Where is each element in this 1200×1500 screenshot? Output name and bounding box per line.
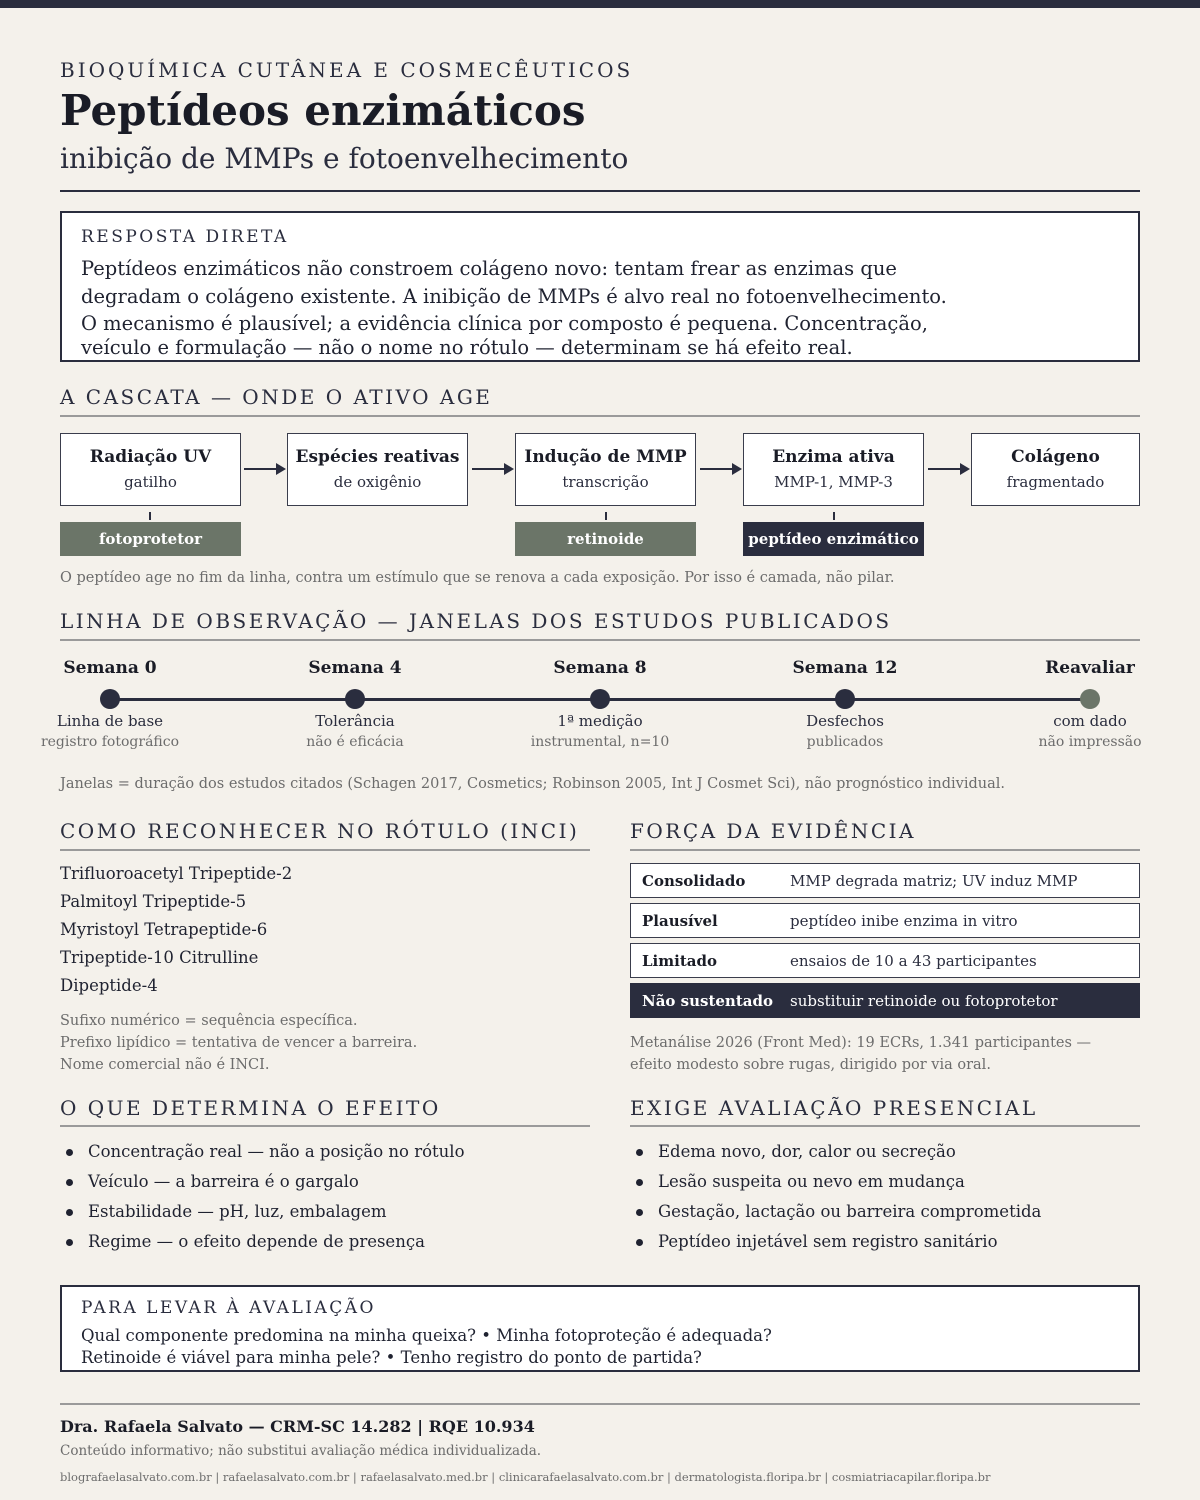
inci-item: Palmitoyl Tripeptide-5	[60, 892, 247, 911]
timeline-sublabel: registro fotográfico	[40, 734, 180, 750]
inperson-divider	[630, 1125, 1140, 1127]
arrow-right-icon	[244, 468, 284, 470]
cascade-step-collagen	[971, 433, 1140, 506]
list-item: Regime — o efeito depende de presença	[60, 1230, 590, 1260]
list-item: Estabilidade — pH, luz, embalagem	[60, 1200, 590, 1230]
inci-item: Myristoyl Tetrapeptide-6	[60, 920, 268, 939]
cascade-step-title: Enzima ativa	[772, 447, 895, 467]
timeline-label: com dado	[1053, 712, 1127, 730]
cascade-step-sub: de oxigênio	[333, 473, 422, 491]
cascade-section-title: A CASCATA — ONDE O ATIVO AGE	[60, 385, 493, 409]
footer-links: blografaelasalvato.com.br | rafaelasalvato.com.br | rafaelasalvato.med.br | clinicarafaelasalvato.com.br | dermatologista.floripa.br | cosmiatriacapilar.floripa.br	[60, 1470, 991, 1484]
timeline-label: Desfechos	[806, 712, 884, 730]
cascade-step-sub: gatilho	[124, 473, 177, 491]
inci-list	[60, 862, 590, 1002]
cascade-step-title: Colágeno	[1011, 447, 1100, 467]
list-item: Edema novo, dor, calor ou secreção	[630, 1140, 1140, 1170]
cascade-step-sub: transcrição	[562, 473, 649, 491]
cascade-step-sub: MMP-1, MMP-3	[774, 473, 893, 491]
inci-note: Sufixo numérico = sequência específica.	[60, 1013, 358, 1029]
list-item: Concentração real — não a posição no rótulo	[60, 1140, 590, 1170]
takeaway-label: PARA LEVAR À AVALIAÇÃO	[81, 1298, 376, 1318]
timeline-divider	[60, 639, 1140, 641]
inperson-section-title: EXIGE AVALIAÇÃO PRESENCIAL	[630, 1096, 1038, 1120]
inci-divider	[60, 849, 590, 851]
inci-item: Trifluoroacetyl Tripeptide-2	[60, 864, 293, 883]
header-divider	[60, 190, 1140, 192]
timeline-sublabel: publicados	[806, 734, 884, 750]
list-item: Veículo — a barreira é o gargalo	[60, 1170, 590, 1200]
inci-item: Tripeptide-10 Citrulline	[60, 948, 259, 967]
evidence-text: ensaios de 10 a 43 participantes	[790, 952, 1037, 970]
timeline-week: Semana 0	[63, 658, 157, 678]
evidence-row	[630, 983, 1140, 1018]
timeline-sublabel: não é eficácia	[306, 734, 404, 750]
arrow-right-icon	[700, 468, 740, 470]
arrow-right-icon	[472, 468, 512, 470]
direct-answer-label: RESPOSTA DIRETA	[81, 227, 289, 247]
timeline-week: Semana 4	[308, 658, 402, 678]
timeline-sublabel: não impressão	[1038, 734, 1142, 750]
cascade-step-title: Espécies reativas	[295, 447, 460, 467]
evidence-level: Limitado	[642, 952, 717, 970]
footer-divider	[60, 1403, 1140, 1405]
direct-answer-line: Peptídeos enzimáticos não constroem colágeno novo: tentam frear as enzimas que	[81, 257, 897, 280]
effect-section-title: O QUE DETERMINA O EFEITO	[60, 1096, 441, 1120]
tag-connector	[605, 512, 607, 520]
inci-note: Nome comercial não é INCI.	[60, 1057, 270, 1073]
cascade-step-active-enzyme	[743, 433, 924, 506]
tag-connector	[149, 512, 151, 520]
evidence-note: efeito modesto sobre rugas, dirigido por via oral.	[630, 1057, 991, 1073]
timeline-sublabel: instrumental, n=10	[530, 734, 670, 750]
footer-author: Dra. Rafaela Salvato — CRM-SC 14.282 | RQE 10.934	[60, 1417, 535, 1436]
evidence-notes	[630, 1032, 1091, 1076]
timeline-point	[10, 658, 210, 750]
cascade-divider	[60, 415, 1140, 417]
cascade-note: O peptídeo age no fim da linha, contra um estímulo que se renova a cada exposição. Por isso é camada, não pilar.	[60, 570, 895, 586]
direct-answer-line: degradam o colágeno existente. A inibição de MMPs é alvo real no fotoenvelhecimento.	[81, 285, 947, 308]
cascade-step-ros	[287, 433, 468, 506]
tag-enzymatic-peptide: peptídeo enzimático	[743, 522, 924, 556]
cascade-step-title: Indução de MMP	[524, 447, 687, 467]
evidence-text: MMP degrada matriz; UV induz MMP	[790, 872, 1078, 890]
evidence-row	[630, 943, 1140, 978]
timeline-point	[500, 658, 700, 750]
evidence-level: Plausível	[642, 912, 718, 930]
evidence-text: substituir retinoide ou fotoprotetor	[790, 992, 1058, 1010]
timeline-week: Reavaliar	[1045, 658, 1135, 678]
timeline-week: Semana 12	[792, 658, 898, 678]
kicker: BIOQUÍMICA CUTÂNEA E COSMECÊUTICOS	[60, 58, 634, 82]
page-subtitle: inibição de MMPs e fotoenvelhecimento	[60, 142, 629, 175]
evidence-note: Metanálise 2026 (Front Med): 19 ECRs, 1.341 participantes —	[630, 1035, 1092, 1051]
footer-disclaimer: Conteúdo informativo; não substitui avaliação médica individualizada.	[60, 1443, 542, 1459]
evidence-level: Consolidado	[642, 872, 746, 890]
direct-answer-line: O mecanismo é plausível; a evidência clínica por composto é pequena. Concentração,	[81, 312, 928, 335]
timeline-point	[745, 658, 945, 750]
timeline-point	[255, 658, 455, 750]
page-title: Peptídeos enzimáticos	[60, 86, 586, 135]
cascade-step-uv	[60, 433, 241, 506]
list-item: Gestação, lactação ou barreira comprometida	[630, 1200, 1140, 1230]
tag-retinoid: retinoide	[515, 522, 696, 556]
cascade-step-mmp-induction	[515, 433, 696, 506]
timeline-point	[990, 658, 1190, 750]
tag-connector	[833, 512, 835, 520]
inci-notes	[60, 1010, 417, 1076]
list-item: Peptídeo injetável sem registro sanitário	[630, 1230, 1140, 1260]
evidence-divider	[630, 849, 1140, 851]
timeline-note: Janelas = duração dos estudos citados (Schagen 2017, Cosmetics; Robinson 2005, Int J Cosmet Sci), não prognóstico individual.	[60, 776, 1005, 792]
direct-answer-line: veículo e formulação — não o nome no rótulo — determinam se há efeito real.	[81, 336, 853, 359]
takeaway-box	[60, 1285, 1140, 1372]
list-item: Lesão suspeita ou nevo em mudança	[630, 1170, 1140, 1200]
inci-note: Prefixo lipídico = tentativa de vencer a barreira.	[60, 1035, 418, 1051]
timeline-week: Semana 8	[553, 658, 647, 678]
evidence-level: Não sustentado	[642, 992, 773, 1010]
evidence-section-title: FORÇA DA EVIDÊNCIA	[630, 819, 916, 843]
takeaway-line: Retinoide é viável para minha pele? • Tenho registro do ponto de partida?	[81, 1348, 702, 1367]
timeline-label: 1ª medição	[557, 712, 643, 730]
direct-answer-box	[60, 211, 1140, 362]
cascade-step-title: Radiação UV	[89, 447, 212, 467]
takeaway-line: Qual componente predomina na minha queixa? • Minha fotoproteção é adequada?	[81, 1326, 772, 1345]
evidence-text: peptídeo inibe enzima in vitro	[790, 912, 1018, 930]
inci-item: Dipeptide-4	[60, 976, 158, 995]
tag-photoprotector: fotoprotetor	[60, 522, 241, 556]
evidence-row	[630, 863, 1140, 898]
timeline-label: Tolerância	[315, 712, 395, 730]
effect-list	[60, 1140, 590, 1260]
effect-divider	[60, 1125, 590, 1127]
inci-section-title: COMO RECONHECER NO RÓTULO (INCI)	[60, 819, 580, 843]
cascade-step-sub: fragmentado	[1006, 473, 1105, 491]
evidence-row	[630, 903, 1140, 938]
top-accent-bar	[0, 0, 1200, 8]
timeline-label: Linha de base	[56, 712, 164, 730]
arrow-right-icon	[928, 468, 968, 470]
timeline-section-title: LINHA DE OBSERVAÇÃO — JANELAS DOS ESTUDOS PUBLICADOS	[60, 609, 892, 633]
inperson-list	[630, 1140, 1140, 1260]
